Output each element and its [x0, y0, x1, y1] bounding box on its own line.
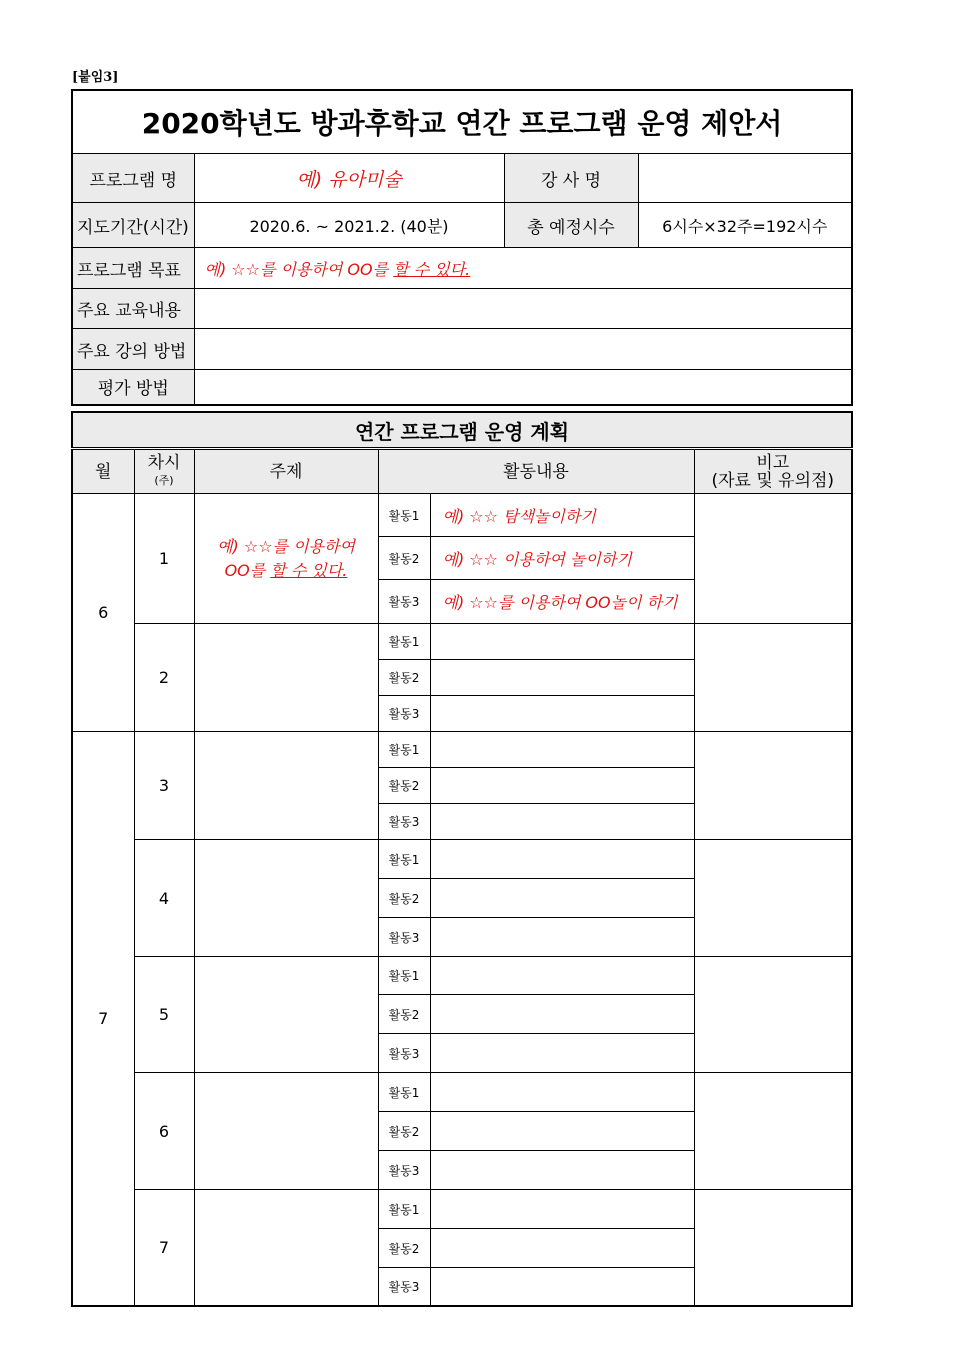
goal-prefix: 예) ☆☆를 이용하여 OO를 [204, 259, 394, 279]
activity-content[interactable] [430, 732, 694, 768]
activity-content[interactable]: 예) ☆☆ 탐색놀이하기 [430, 494, 694, 537]
topic-line2-prefix: OO를 [224, 560, 271, 580]
activity-label: 활동1 [378, 624, 430, 660]
month-cell: 7 [72, 732, 134, 1306]
topic-cell[interactable] [194, 624, 378, 732]
activity-label: 활동2 [378, 1229, 430, 1268]
activity-label: 활동1 [378, 494, 430, 537]
activity-content[interactable] [430, 624, 694, 660]
activity-label: 활동2 [378, 879, 430, 918]
note-cell[interactable] [694, 624, 852, 732]
activity-label: 활동3 [378, 696, 430, 732]
activity-label: 활동2 [378, 660, 430, 696]
activity-content[interactable] [430, 1112, 694, 1151]
instructor-label: 강 사 명 [504, 154, 638, 203]
topic-cell[interactable] [194, 957, 378, 1073]
activity-content[interactable] [430, 660, 694, 696]
plan-title: 연간 프로그램 운영 계획 [72, 412, 852, 449]
note-cell[interactable] [694, 494, 852, 624]
note-header-line2: (자료 및 유의점) [711, 470, 835, 491]
activity-label: 활동1 [378, 957, 430, 995]
activity-content[interactable] [430, 1151, 694, 1190]
activity-content[interactable] [430, 804, 694, 840]
total-hours-label: 총 예정시수 [504, 203, 638, 248]
session-number: 5 [134, 957, 194, 1073]
topic-line1: 예) ☆☆를 이용하여 [217, 536, 355, 556]
session-number: 4 [134, 840, 194, 957]
session-number: 2 [134, 624, 194, 732]
program-name-label: 프로그램 명 [72, 154, 194, 203]
topic-cell[interactable] [194, 1073, 378, 1190]
activity-label: 활동1 [378, 840, 430, 879]
activity-label: 활동2 [378, 995, 430, 1034]
goal-value[interactable] [194, 248, 852, 289]
activity-content[interactable] [430, 995, 694, 1034]
activity-label: 활동3 [378, 918, 430, 957]
week-header-label: (주) [154, 473, 174, 487]
activity-content[interactable] [430, 840, 694, 879]
note-cell[interactable] [694, 1190, 852, 1306]
page-title: 2020학년도 방과후학교 연간 프로그램 운영 제안서 [72, 90, 852, 154]
activity-content[interactable]: 예) ☆☆를 이용하여 OO놀이 하기 [430, 580, 694, 624]
activity-content[interactable] [430, 1229, 694, 1268]
activity-content[interactable] [430, 1268, 694, 1306]
activity-label: 활동3 [378, 580, 430, 624]
session-number: 7 [134, 1190, 194, 1306]
activity-label: 활동2 [378, 768, 430, 804]
activity-content[interactable] [430, 1073, 694, 1112]
activity-label: 활동2 [378, 537, 430, 580]
activity-content[interactable] [430, 696, 694, 732]
note-cell[interactable] [694, 840, 852, 957]
goal-label: 프로그램 목표 [72, 248, 194, 289]
note-cell[interactable] [694, 1073, 852, 1190]
eval-value[interactable] [194, 370, 852, 405]
content-value[interactable] [194, 289, 852, 329]
activity-label: 활동3 [378, 1268, 430, 1306]
topic-cell[interactable] [194, 1190, 378, 1306]
total-hours-value[interactable]: 6시수×32주=192시수 [638, 203, 852, 248]
activity-content[interactable] [430, 768, 694, 804]
instructor-value[interactable] [638, 154, 852, 203]
activity-content[interactable]: 예) ☆☆ 이용하여 놀이하기 [430, 537, 694, 580]
topic-cell[interactable] [194, 732, 378, 840]
attachment-label: [붙임3] [72, 70, 119, 85]
eval-label: 평가 방법 [72, 370, 194, 405]
period-value[interactable]: 2020.6. ~ 2021.2. (40분) [194, 203, 504, 248]
note-cell[interactable] [694, 732, 852, 840]
activity-content[interactable] [430, 957, 694, 995]
proposal-info-table [71, 89, 853, 406]
activity-content[interactable] [430, 918, 694, 957]
topic-line2-underlined: 할 수 있다. [270, 560, 348, 580]
month-cell: 6 [72, 494, 134, 732]
session-number: 6 [134, 1073, 194, 1190]
activity-label: 활동3 [378, 1034, 430, 1073]
activity-label: 활동1 [378, 732, 430, 768]
method-label: 주요 강의 방법 [72, 329, 194, 370]
goal-underlined: 할 수 있다. [393, 259, 471, 279]
month-header: 월 [72, 449, 134, 494]
activity-label: 활동1 [378, 1073, 430, 1112]
topic-cell[interactable] [194, 494, 378, 624]
note-cell[interactable] [694, 957, 852, 1073]
activity-content[interactable] [430, 1034, 694, 1073]
note-header [694, 449, 852, 494]
activity-header: 활동내용 [378, 449, 694, 494]
topic-cell[interactable] [194, 840, 378, 957]
program-name-value[interactable]: 예) 유아미술 [194, 154, 504, 203]
activity-content[interactable] [430, 1190, 694, 1229]
session-number: 3 [134, 732, 194, 840]
activity-label: 활동3 [378, 1151, 430, 1190]
session-number: 1 [134, 494, 194, 624]
activity-label: 활동1 [378, 1190, 430, 1229]
activity-content[interactable] [430, 879, 694, 918]
method-value[interactable] [194, 329, 852, 370]
topic-header: 주제 [194, 449, 378, 494]
session-header [134, 449, 194, 494]
note-header-line1: 비고 [756, 452, 790, 473]
annual-plan-table [71, 411, 853, 1307]
activity-label: 활동2 [378, 1112, 430, 1151]
activity-label: 활동3 [378, 804, 430, 840]
content-label: 주요 교육내용 [72, 289, 194, 329]
period-label: 지도기간(시간) [72, 203, 194, 248]
session-header-label: 차시 [147, 452, 181, 473]
